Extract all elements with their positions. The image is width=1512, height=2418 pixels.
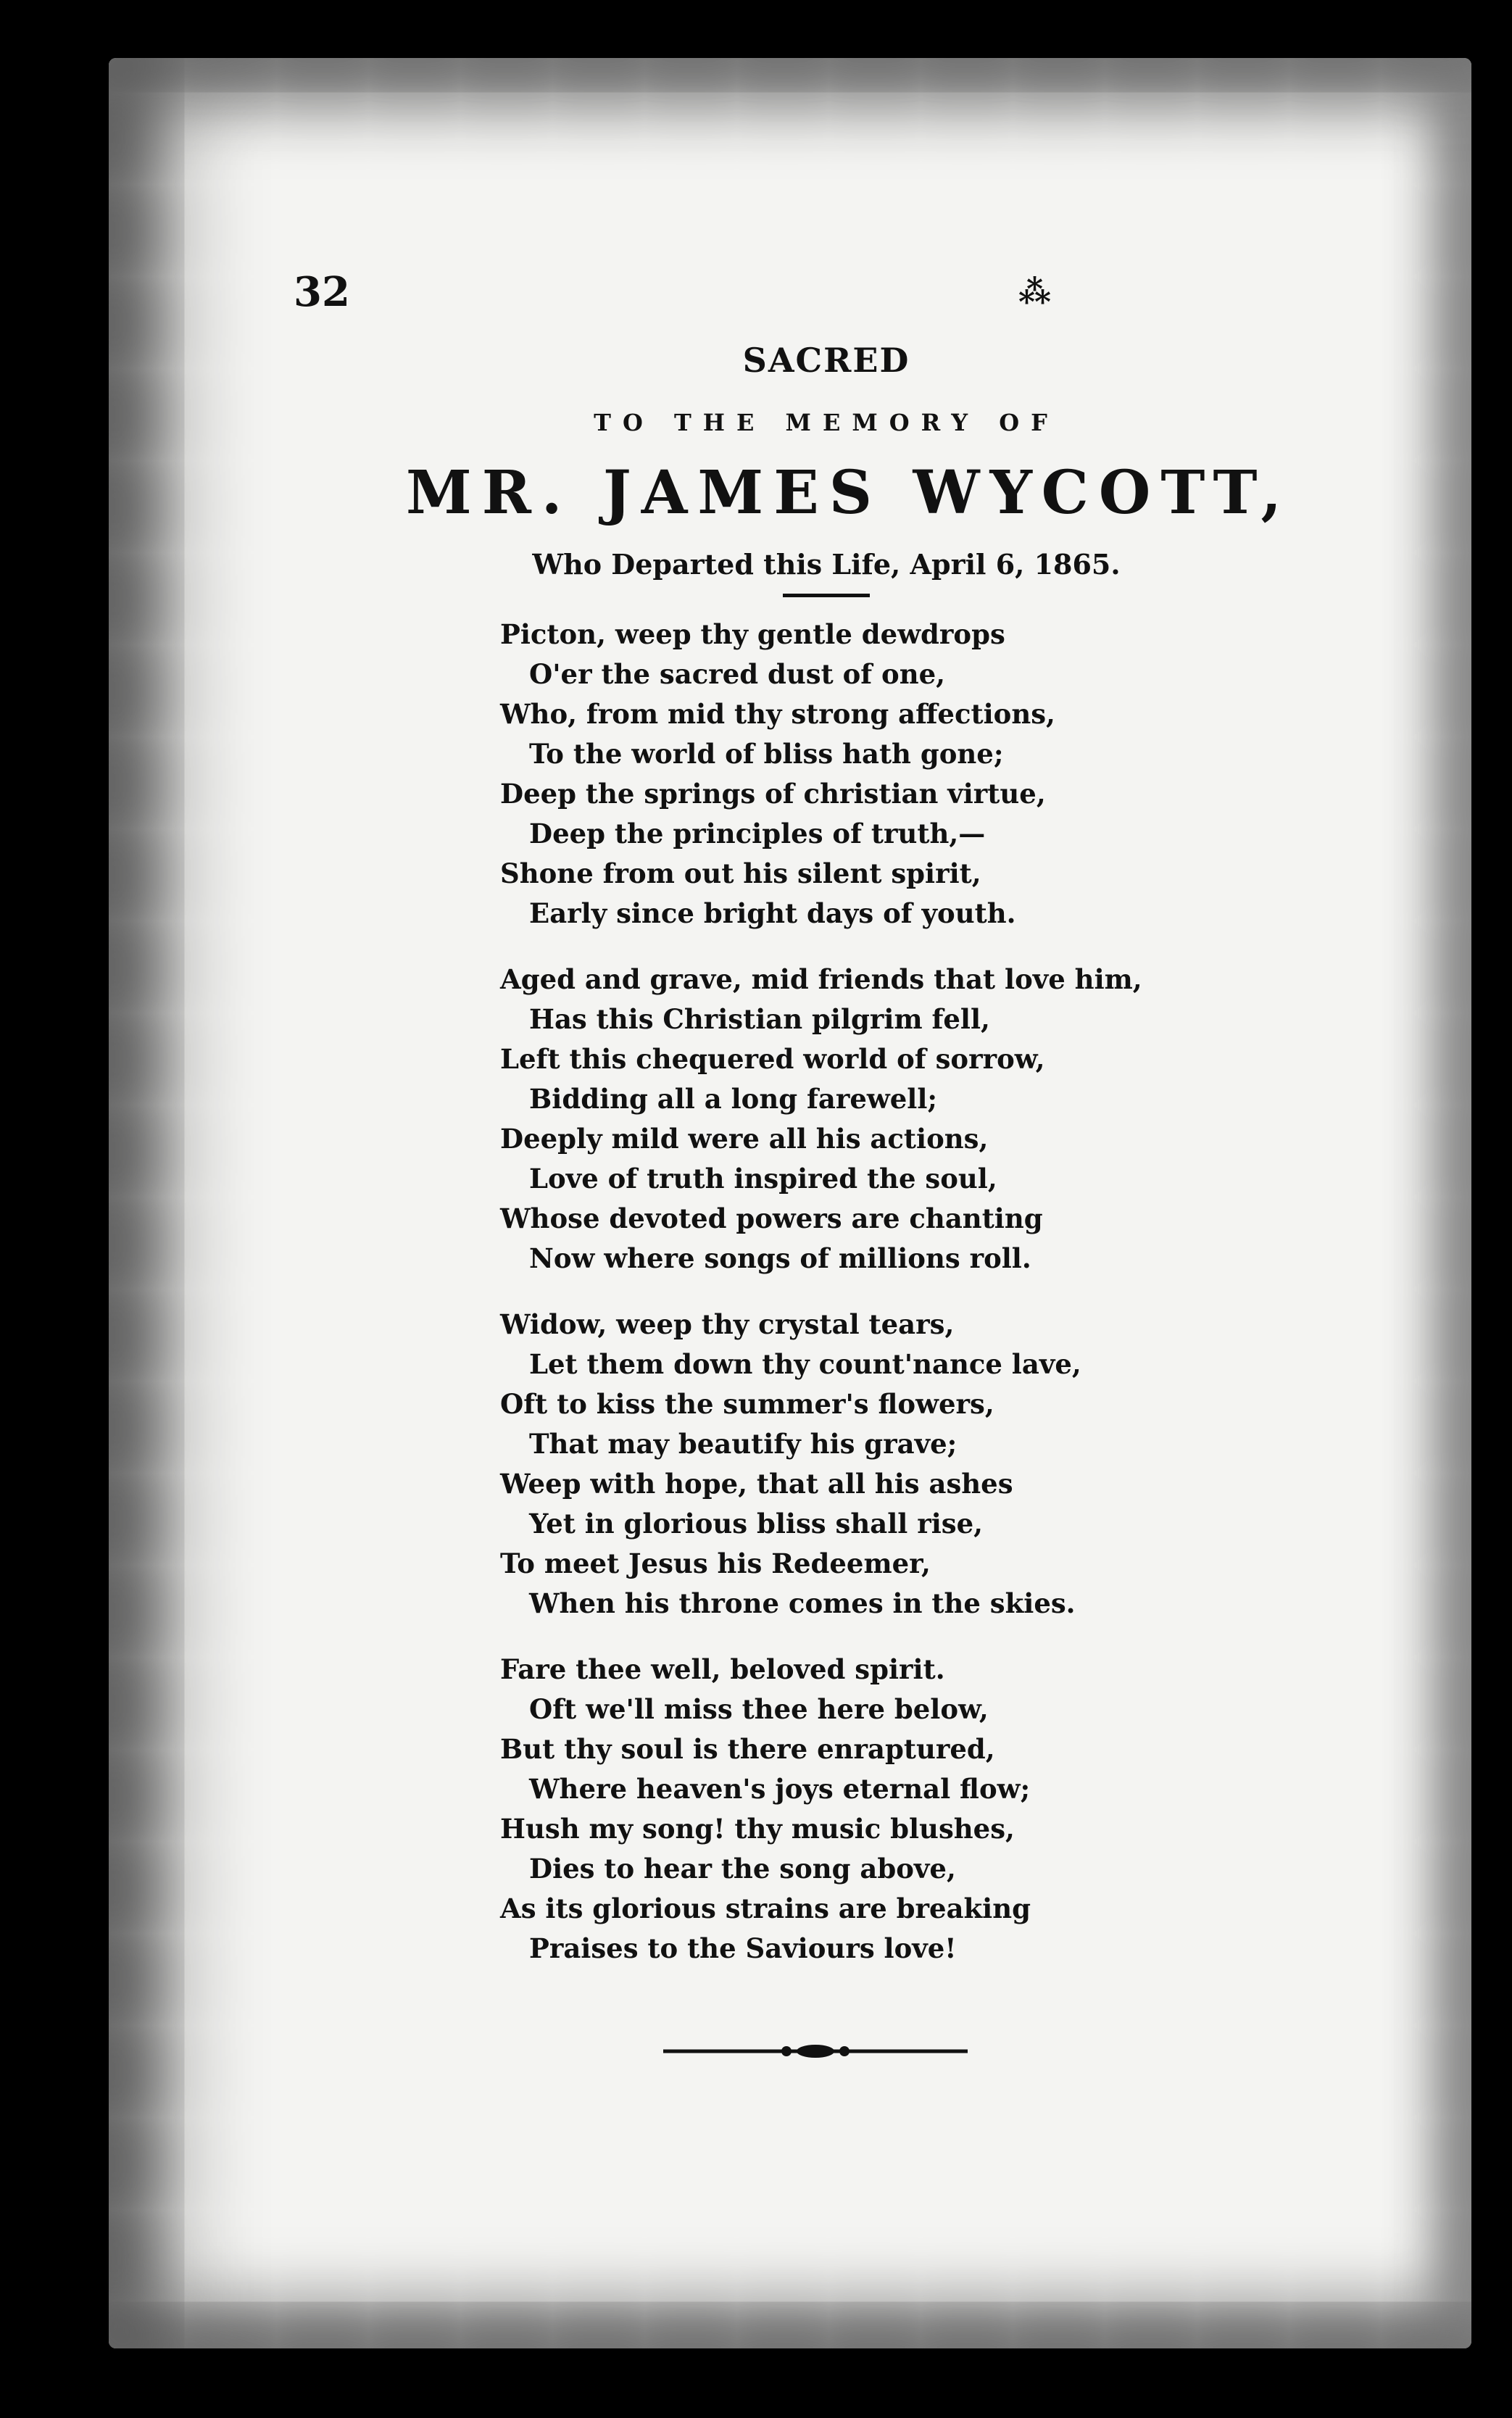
heading-name: MR. JAMES WYCOTT, [406,458,1292,528]
poem-line: Now where songs of millions roll. [529,1242,1031,1274]
poem-line: Left this chequered world of sorrow, [500,1043,1045,1075]
poem-line: Praises to the Saviours love! [529,1932,957,1964]
poem-line: Fare thee well, beloved spirit. [500,1653,945,1685]
poem-line: Oft we'll miss thee here below, [529,1693,989,1725]
stanza-3 [500,1305,1247,1624]
heading-sacred: SACRED [742,341,910,380]
poem-line: Picton, weep thy gentle dewdrops [500,618,1005,650]
ornament-mark: ⁂ [1018,274,1052,311]
poem-line: Deep the springs of christian virtue, [500,778,1046,810]
stanza-1 [500,615,1247,934]
poem-line: Shone from out his silent spirit, [500,857,981,889]
poem-line: Oft to kiss the summer's flowers, [500,1388,994,1420]
poem [500,615,1247,1969]
poem-line: Aged and grave, mid friends that love him, [500,963,1142,995]
poem-line: Hush my song! thy music blushes, [500,1813,1015,1845]
closing-ornament [663,2040,968,2062]
poem-line: To the world of bliss hath gone; [529,738,1004,770]
divider-rule [783,594,870,597]
poem-line: Deep the principles of truth,— [529,818,986,849]
heading-departed: Who Departed this Life, April 6, 1865. [532,548,1121,581]
poem-line: Love of truth inspired the soul, [529,1163,997,1195]
heading-memory: TO THE MEMORY OF [594,409,1059,436]
poem-line: Let them down thy count'nance lave, [529,1348,1081,1380]
poem-line: Weep with hope, that all his ashes [500,1468,1013,1500]
poem-line: Bidding all a long farewell; [529,1083,938,1115]
poem-line: Where heaven's joys eternal flow; [529,1773,1031,1805]
page-number: 32 [294,268,350,316]
poem-line: Who, from mid thy strong affections, [500,698,1055,730]
poem-line: Whose devoted powers are chanting [500,1202,1043,1234]
poem-line: As its glorious strains are breaking [500,1893,1031,1924]
poem-line: That may beautify his grave; [529,1428,958,1460]
poem-line: Has this Christian pilgrim fell, [529,1003,990,1035]
poem-line: When his throne comes in the skies. [529,1587,1076,1619]
poem-line: O'er the sacred dust of one, [529,658,946,690]
poem-line: Deeply mild were all his actions, [500,1123,989,1155]
stanza-2 [500,960,1247,1279]
poem-line: Yet in glorious bliss shall rise, [529,1508,984,1540]
poem-line: Early since bright days of youth. [529,897,1016,929]
stanza-4 [500,1650,1247,1969]
poem-line: But thy soul is there enraptured, [500,1733,995,1765]
memorial-content [406,341,1292,1995]
poem-line: To meet Jesus his Redeemer, [500,1547,931,1579]
poem-line: Widow, weep thy crystal tears, [500,1308,955,1340]
poem-line: Dies to hear the song above, [529,1853,956,1885]
